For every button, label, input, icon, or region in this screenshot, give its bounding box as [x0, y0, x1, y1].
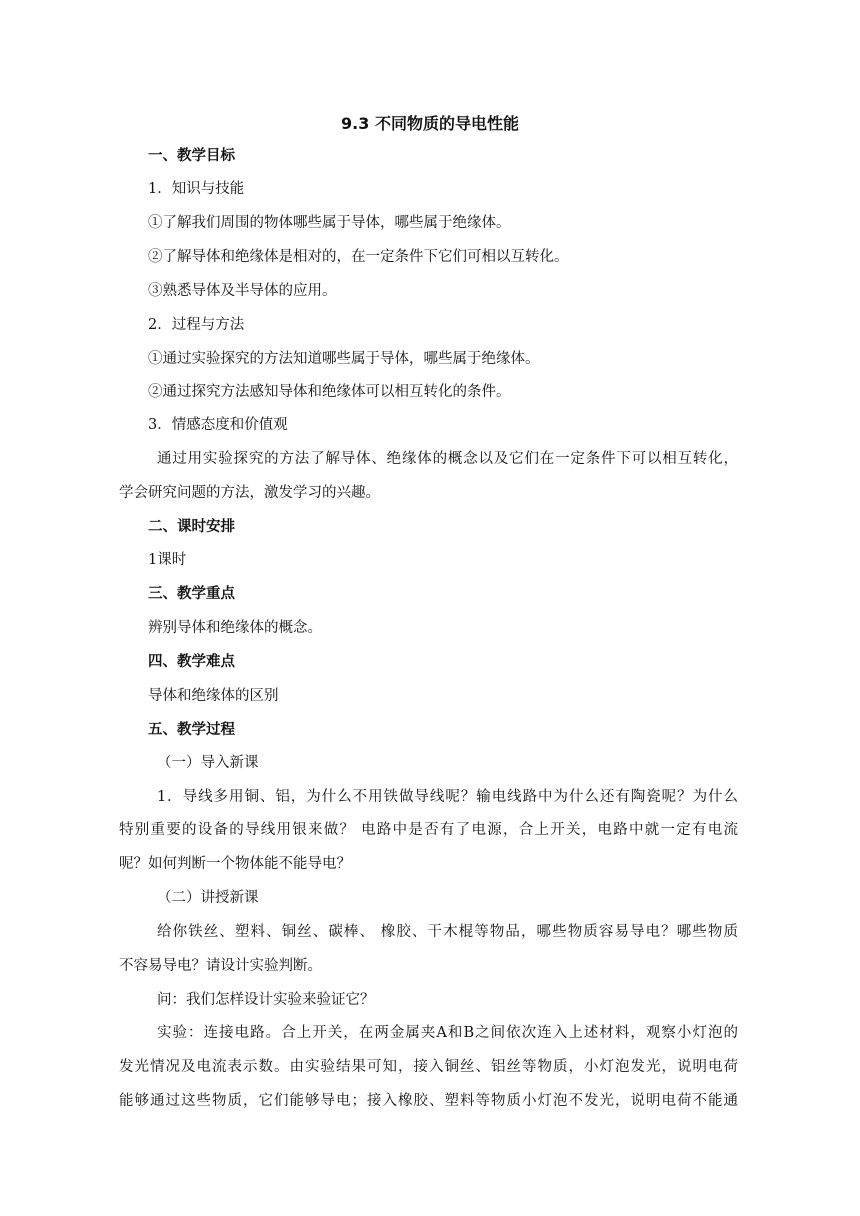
section-heading-difficulties: 四、教学难点 [148, 654, 235, 670]
section-heading-process: 五、教学过程 [148, 722, 235, 738]
subheading-introduction: （一）导入新课 [157, 755, 259, 771]
paragraph-line: 实验：连接电路。合上开关，在两金属夹A和B之间依次连入上述材料，观察小灯泡的 [157, 1025, 738, 1041]
paragraph-line: 1．导线多用铜、铝，为什么不用铁做导线呢？输电线路中为什么还有陶瓷呢？为什么 [157, 789, 738, 805]
subheading-new-lesson: （二）讲授新课 [157, 890, 259, 906]
paragraph-line: ①通过实验探究的方法知道哪些属于导体，哪些属于绝缘体。 [148, 351, 540, 367]
subheading-attitude-values: 3．情感态度和价值观 [148, 417, 288, 433]
paragraph-line: 问：我们怎样设计实验来验证它？ [157, 992, 375, 1008]
paragraph-line: 发光情况及电流表示数。由实验结果可知，接入铜丝、铝丝等物质，小灯泡发光，说明电荷 [119, 1059, 738, 1075]
paragraph-line: 学会研究问题的方法，激发学习的兴趣。 [119, 485, 380, 501]
paragraph-line: 辨别导体和绝缘体的概念。 [148, 620, 322, 636]
paragraph-line: 不容易导电？请设计实验判断。 [119, 958, 322, 974]
paragraph-line: ②了解导体和绝缘体是相对的，在一定条件下它们可相以互转化。 [148, 249, 569, 265]
paragraph-line: 能够通过这些物质，它们能够导电；接入橡胶、塑料等物质小灯泡不发光，说明电荷不能通 [119, 1093, 738, 1109]
section-heading-objectives: 一、教学目标 [148, 148, 235, 164]
paragraph-line: ②通过探究方法感知导体和绝缘体可以相互转化的条件。 [148, 384, 511, 400]
subheading-knowledge-skills: 1．知识与技能 [148, 181, 245, 197]
paragraph-line: 通过用实验探究的方法了解导体、绝缘体的概念以及它们在一定条件下可以相互转化， [157, 451, 738, 467]
page-title: 9.3 不同物质的导电性能 [341, 114, 519, 133]
paragraph-line: 导体和绝缘体的区别 [148, 688, 279, 704]
paragraph-line: 呢？如何判断一个物体能不能导电？ [119, 856, 351, 872]
section-heading-schedule: 二、课时安排 [148, 519, 235, 535]
paragraph-line: 1课时 [148, 552, 187, 568]
paragraph-line: ③熟悉导体及半导体的应用。 [148, 283, 337, 299]
subheading-process-method: 2．过程与方法 [148, 317, 245, 333]
paragraph-line: 给你铁丝、塑料、铜丝、碳棒、 橡胶、干木棍等物品，哪些物质容易导电？哪些物质 [157, 924, 738, 940]
paragraph-line: 特别重要的设备的导线用银来做？ 电路中是否有了电源，合上开关，电路中就一定有电流 [119, 822, 738, 838]
section-heading-key-points: 三、教学重点 [148, 586, 235, 602]
paragraph-line: ①了解我们周围的物体哪些属于导体，哪些属于绝缘体。 [148, 215, 511, 231]
